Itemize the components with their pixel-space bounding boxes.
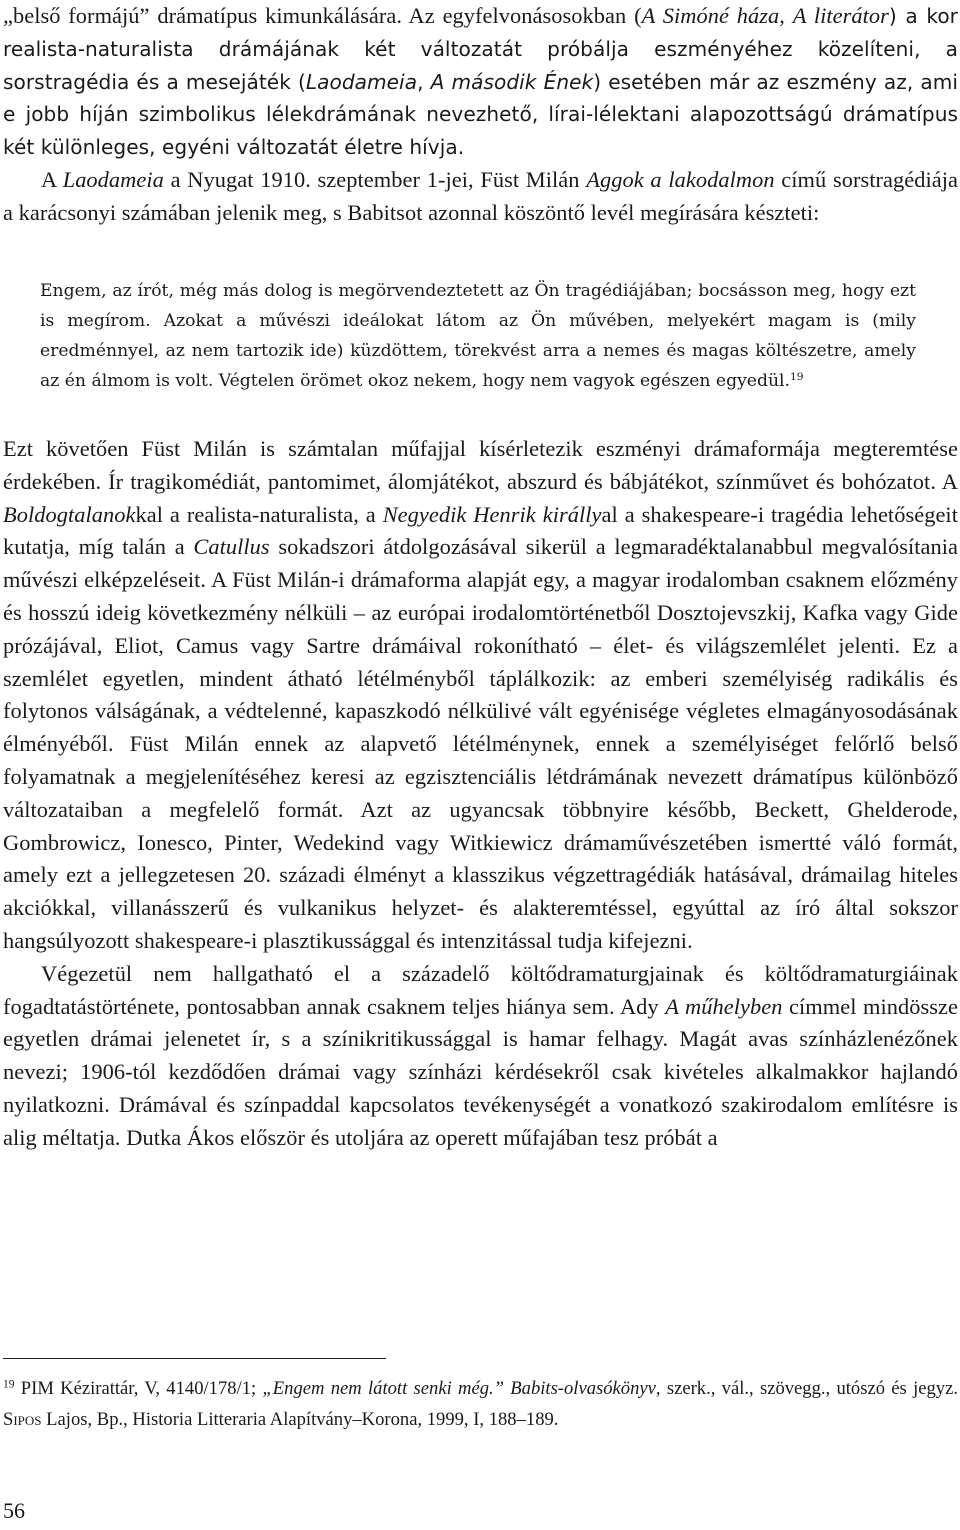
intro-text bbox=[3, 0, 958, 230]
work-title-negyedik-henrik: Negyedik Henrik királly bbox=[382, 501, 602, 527]
main-run: kal a realista-naturalista, a bbox=[135, 501, 383, 527]
intro-run: A bbox=[41, 166, 63, 192]
footnote-separator bbox=[3, 1358, 386, 1359]
intro-run: , bbox=[779, 3, 793, 28]
intro-run: szeptember 1-jei, Füst Milán bbox=[317, 166, 587, 192]
intro-paragraph-2 bbox=[3, 164, 958, 230]
footnote-run: , szerk., vál., szövegg., utószó és jegyz. bbox=[655, 1378, 958, 1399]
work-title-muhelyben: A műhelyben bbox=[665, 993, 783, 1019]
main-run: címmel mindössze egyetlen drámai jelenetet ír, s a színikritikussággal is hamar felhagy. Magát avas színházlenézőnek nevezi; 1906-tól kezdődően drámai vagy színházi kérdésekről csak kivételes alkalmakkor hajlandó nyilatkozni. Drámával és színpaddal kapcsolatos tevékenységét a vonatkozó szakirodalom említésre is alig méltatja. Dutka Ákos először és utoljára az operett műfajában tesz próbát a bbox=[3, 993, 958, 1150]
footnote-19 bbox=[3, 1374, 958, 1435]
work-title-catullus: Catullus bbox=[193, 534, 270, 560]
intro-run: című sorstragédiája a karácsonyi számában jelenik meg, s Babitsot azonnal köszöntő levél megírására készteti: bbox=[3, 166, 958, 225]
main-run: Végezetül nem hallgatható el a századelő költődramaturgjainak és költődramaturgiáinak fogadtatástörténete, pontosabban annak csaknem teljes hiánya sem. Ady bbox=[3, 960, 958, 1019]
work-title-aggok: Aggok a lakodalmon bbox=[586, 166, 775, 192]
page-number: 56 bbox=[3, 1498, 25, 1523]
main-paragraph-2 bbox=[3, 958, 958, 1155]
intro-run: „belső formájú” drámatípus kimunkálására. Az egyfelvonásosokban ( bbox=[3, 3, 642, 28]
footnote-reference[interactable]: 19 bbox=[790, 370, 804, 384]
footnote-book-title: „Engem nem látott senki még.” Babits-olvasókönyv bbox=[262, 1378, 656, 1399]
intro-run: , bbox=[417, 69, 431, 94]
work-title-laodameia: Laodameia bbox=[305, 69, 418, 94]
main-run: Ezt követően Füst Milán is számtalan műfajjal kísérletezik eszményi drámaformája megteremtése érdekében. Ír tragikomédiát, pantomimet, álomjátékot, abszurd és bábjátékot, színművet és bohózatot. A bbox=[3, 436, 958, 494]
footnote-number: 19 bbox=[3, 1378, 15, 1391]
main-paragraph-1 bbox=[3, 433, 958, 958]
intro-run: a Nyugat 1910. bbox=[163, 166, 318, 192]
main-run: al a shakespeare-i tragédia lehetőségeit kutatja, míg talán a bbox=[3, 501, 958, 560]
intro-paragraph-1 bbox=[3, 0, 958, 164]
work-title-literator: A literátor bbox=[792, 3, 889, 28]
main-text bbox=[3, 433, 958, 1155]
intro-run: ) a kor realista-naturalista drámájának két változatát próbálja eszményéhez közelíteni, a sorstragédia és a mesejáték ( bbox=[3, 4, 958, 94]
work-title-masodik-enek: A második Ének bbox=[430, 69, 594, 94]
footnote-run: PIM Kézirattár, V, 4140/178/1; bbox=[14, 1378, 263, 1399]
quote-text: Engem, az írót, még más dolog is megörvendeztetett az Ön tragédiájában; bocsásson meg, hogy ezt is megírom. Azokat a művészi ideálokat látom az Ön művében, melyekért magam is (mily eredménnyel, az nem tartozik ide) küzdöttem, törekvést arra a nemes és magas költészetre, amely az én álmom is volt. Végtelen örömet okoz nekem, hogy nem vagyok egészen egyedül. bbox=[40, 281, 916, 391]
work-title-simone-haza: A Simóné háza bbox=[641, 3, 780, 28]
footnote-author-surname: Sipos bbox=[3, 1408, 42, 1430]
footnote-run: Lajos, Bp., Historia Litteraria Alapítvány–Korona, 1999, I, 188–189. bbox=[41, 1408, 559, 1430]
intro-run: ) esetében már az eszmény az, ami e jobb híján szimbolikus lélekdrámának nevezhető, lírai-lélektani alapozottságú drámatípus két különleges, egyéni változatát életre hívja. bbox=[3, 69, 958, 160]
main-run: sokadszori átdolgozásával sikerül a legmaradéktalanabbul megvalósítania művészi elképzeléseit. A Füst Milán-i drámaforma alapját egy, a magyar irodalomban csaknem előzmény és hosszú ideig következmény nélküli – az európai irodalomtörténetből Dosztojevszkij, Kafka vagy Gide prózájával, Eliot, Camus vagy Sartre drámáival rokonítható – élet- és világszemlélet jelenti. Ez a szemlélet egyetlen, mindent átható létélményből táplálkozik: az emberi személyiség radikális és folytonos válságának, a védtelenné, kapaszkodó nélkülivé vált egyénisége végletes elmagányosodásának élményéből. Füst Milán ennek az alapvető létélménynek, ennek a személyiséget felőrlő belső folyamatnak a megjelenítéséhez keresi az egzisztenciális létdrámának nevezett drámatípus különböző változataiban a megfelelő formát. Azt az ugyancsak többnyire később, Beckett, Ghelderode, Gombrowicz, Ionesco, Pinter, Wedekind vagy Witkiewicz drámaművészetében ismertté váló formát, amely ezt a jellegzetesen 20. századi élményt a klasszikus végzettragédiák hatásával, drámailag hiteles akciókkal, villanásszerű és vulkanikus helyzet- és alakteremtéssel, egyúttal az író által sokszor hangsúlyozott shakespeare-i plasztikussággal és intenzitással tudja kifejezni. bbox=[3, 534, 958, 953]
block-quote bbox=[40, 276, 916, 396]
work-title-boldogtalanok: Boldogtalanok bbox=[3, 501, 136, 527]
work-title-laodameia: Laodameia bbox=[62, 166, 164, 192]
